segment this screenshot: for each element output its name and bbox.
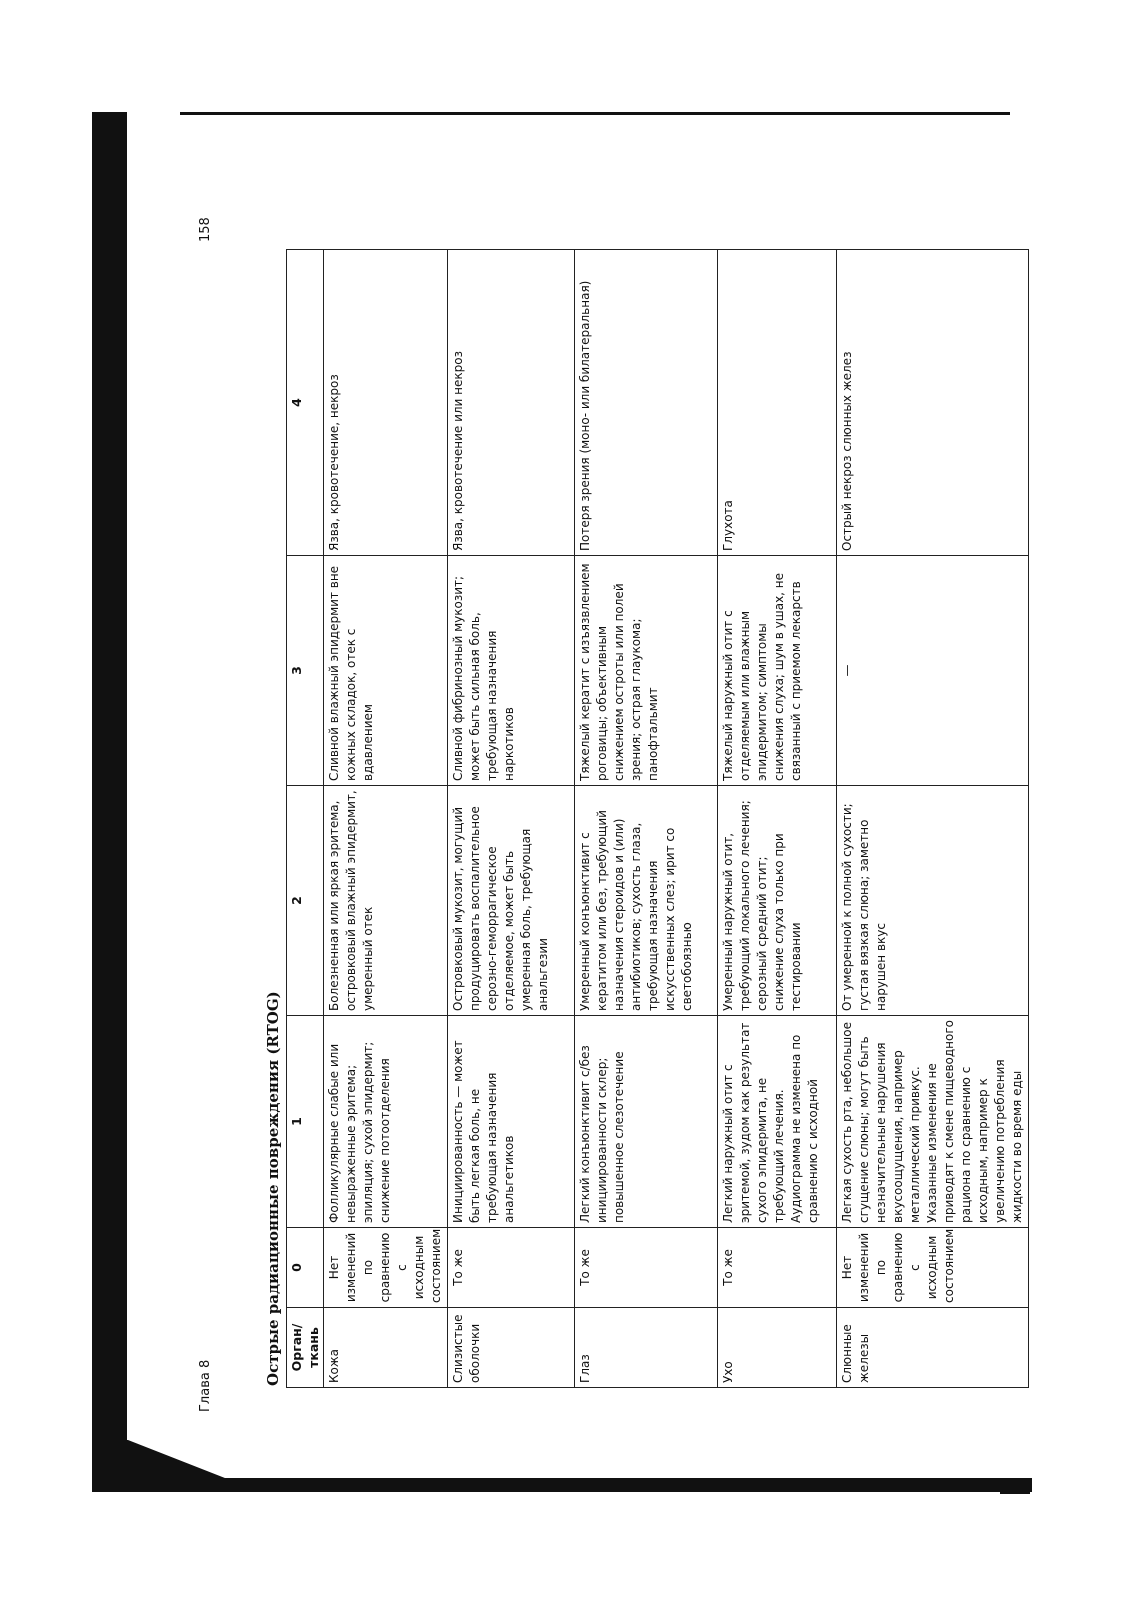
grade-4-cell: Язва, кровотечение, некроз bbox=[324, 250, 448, 556]
header-grade-2: 2 bbox=[287, 786, 324, 1016]
grade-0-cell: Нет изменений по сравнению с исходным состоянием bbox=[837, 1228, 1029, 1308]
table-row bbox=[837, 250, 1029, 1388]
grade-4-cell: Язва, кровотечение или некроз bbox=[448, 250, 575, 556]
grade-3-cell: Тяжелый кератит с изъязвлением роговицы; объективным снижением остроты или полей зрения; острая глаукома; панофтальмит bbox=[575, 556, 718, 786]
chapter-label: Глава 8 bbox=[198, 1359, 213, 1412]
scan-edge-right bbox=[1000, 1478, 1030, 1494]
grade-4-cell: Глухота bbox=[718, 250, 837, 556]
grade-0-cell: Нет изменений по сравнению с исходным состоянием bbox=[324, 1228, 448, 1308]
organ-cell: Слизистые оболочки bbox=[448, 1308, 575, 1388]
rotated-page bbox=[198, 217, 1024, 1412]
scan-edge-wedge bbox=[110, 1440, 230, 1480]
scan-edge-left bbox=[92, 112, 127, 1484]
grade-2-cell: Умеренный наружный отит, требующий локального лечения; серозный средний отит; снижение слуха только при тестировании bbox=[718, 786, 837, 1016]
table-row bbox=[718, 250, 837, 1388]
page-number: 158 bbox=[198, 217, 213, 242]
grade-4-cell: Потеря зрения (моно- или билатеральная) bbox=[575, 250, 718, 556]
grade-2-cell: Болезненная или яркая эритема, островковый влажный эпидермит, умеренный отек bbox=[324, 786, 448, 1016]
organ-cell: Глаз bbox=[575, 1308, 718, 1388]
table-header-row bbox=[287, 250, 324, 1388]
grade-0-cell: То же bbox=[448, 1228, 575, 1308]
grade-2-cell: Островковый мукозит, могущий продуцировать воспалительное серозно-геморрагическое отделяемое, может быть умеренная боль, требующая анальгезии bbox=[448, 786, 575, 1016]
grade-3-cell: Сливной фибринозный мукозит; может быть сильная боль, требующая назначения наркотиков bbox=[448, 556, 575, 786]
header-organ: Орган/ткань bbox=[287, 1308, 324, 1388]
table-row bbox=[324, 250, 448, 1388]
header-grade-1: 1 bbox=[287, 1016, 324, 1228]
table-title: Острые радиационные повреждения (RTOG) bbox=[264, 991, 282, 1386]
grade-1-cell: Легкий конъюнктивит с/без инициированности склер; повышенное слезотечение bbox=[575, 1016, 718, 1228]
organ-cell: Слюнные железы bbox=[837, 1308, 1029, 1388]
grade-3-cell: Тяжелый наружный отит с отделяемым или влажным эпидермитом; симптомы снижения слуха; шум в ушах, не связанный с приемом лекарств bbox=[718, 556, 837, 786]
grade-0-cell: То же bbox=[575, 1228, 718, 1308]
grade-3-cell: — bbox=[837, 556, 1029, 786]
table-row bbox=[575, 250, 718, 1388]
grade-3-cell: Сливной влажный эпидермит вне кожных складок, отек с вдавлением bbox=[324, 556, 448, 786]
header-grade-4: 4 bbox=[287, 250, 324, 556]
scan-edge-bottom bbox=[92, 1478, 1032, 1492]
grade-1-cell: Легкий наружный отит с эритемой, зудом как результат сухого эпидермита, не требующий лечения. Аудиограмма не изменена по сравнению с исходной bbox=[718, 1016, 837, 1228]
grade-1-cell: Инициированность — может быть легкая боль, не требующая назначения анальгетиков bbox=[448, 1016, 575, 1228]
grade-2-cell: От умеренной к полной сухости; густая вязкая слюна; заметно нарушен вкус bbox=[837, 786, 1029, 1016]
radiation-damage-table bbox=[286, 249, 1029, 1388]
grade-1-cell: Легкая сухость рта, небольшое сгущение слюны; могут быть незначительные нарушения вкусоощущения, например металлический привкус. Указанные изменения не приводят к смене пищеводного рациона по сравнению с исходным, например к увеличению потребления жидкости во время еды bbox=[837, 1016, 1029, 1228]
grade-1-cell: Фолликулярные слабые или невыраженные эритема; эпиляция; сухой эпидермит; снижение потоотделения bbox=[324, 1016, 448, 1228]
organ-cell: Кожа bbox=[324, 1308, 448, 1388]
header-grade-0: 0 bbox=[287, 1228, 324, 1308]
header-grade-3: 3 bbox=[287, 556, 324, 786]
grade-0-cell: То же bbox=[718, 1228, 837, 1308]
grade-2-cell: Умеренный конъюнктивит с кератитом или без, требующий назначения стероидов и (или) антибиотиков; сухость глаза, требующая назначения искусственных слез; ирит со светобоязнью bbox=[575, 786, 718, 1016]
grade-4-cell: Острый некроз слюнных желез bbox=[837, 250, 1029, 556]
table-row bbox=[448, 250, 575, 1388]
organ-cell: Ухо bbox=[718, 1308, 837, 1388]
top-rule bbox=[180, 112, 1010, 115]
